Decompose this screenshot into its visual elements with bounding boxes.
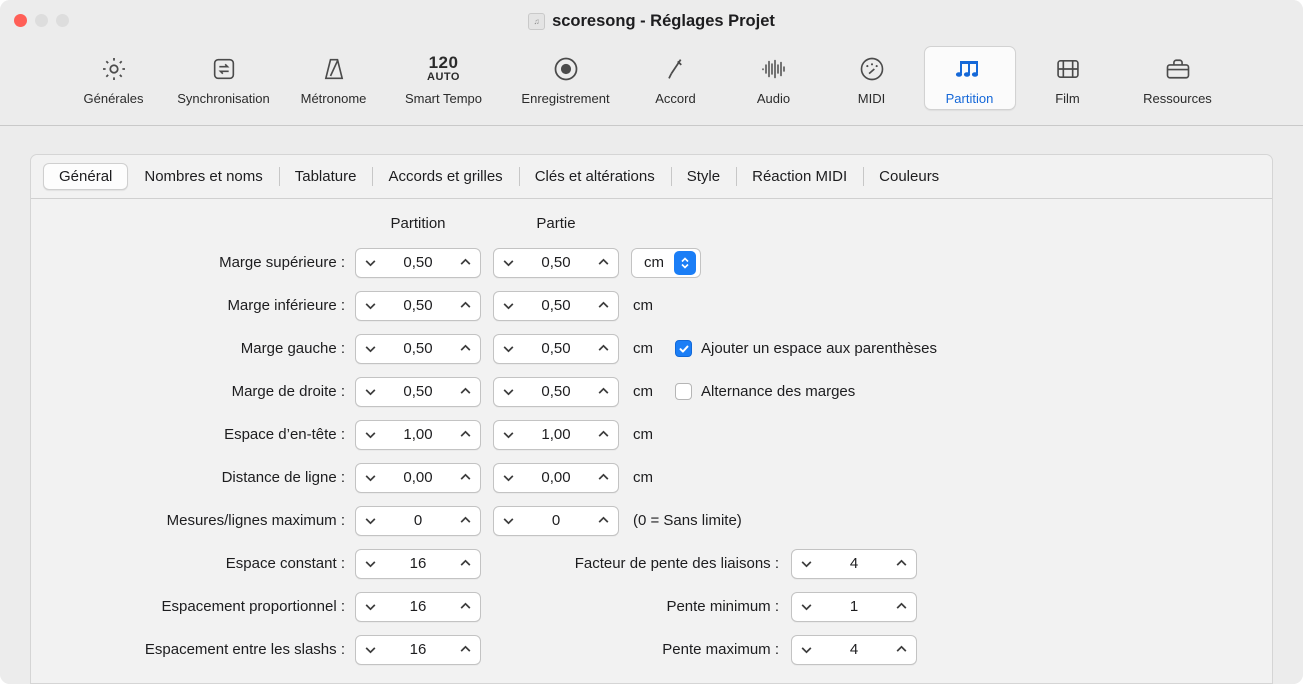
row-label: Espace constant :	[225, 555, 345, 572]
toolbar-label: Synchronisation	[177, 91, 270, 106]
toolbar-label: Film	[1055, 91, 1080, 106]
tab-cles-et-alterations[interactable]	[519, 163, 671, 190]
score-stepper-mesures-lignes-maximum[interactable]	[355, 506, 481, 536]
part-stepper-marge-superieure[interactable]	[493, 248, 619, 278]
chevron-up-icon[interactable]	[459, 557, 472, 570]
row-espace-en-tete	[31, 413, 1272, 456]
value: 0,00	[403, 469, 433, 486]
right-group-facteur-pente-liaisons	[495, 549, 917, 579]
part-stepper-marge-gauche[interactable]	[493, 334, 619, 364]
checkbox-box[interactable]	[675, 383, 692, 400]
value: 0,50	[541, 254, 571, 271]
chevron-up-icon[interactable]	[459, 514, 472, 527]
tempo-mode: AUTO	[427, 70, 460, 83]
value: 16	[409, 598, 427, 615]
part-stepper-marge-de-droite[interactable]	[493, 377, 619, 407]
chevron-down-icon[interactable]	[800, 643, 813, 656]
toolbar-label: Audio	[756, 91, 791, 106]
sync-arrows-icon	[210, 52, 238, 86]
tab-label: Général	[59, 168, 113, 185]
tab-accords-et-grilles[interactable]	[372, 163, 518, 190]
toolbar-item-smart-tempo[interactable]	[386, 46, 502, 110]
chevron-up-icon[interactable]	[895, 643, 908, 656]
row-label: Espace d’en-tête :	[224, 426, 345, 443]
toolbar-item-accord[interactable]	[630, 46, 722, 110]
score-stepper-distance-de-ligne[interactable]	[355, 463, 481, 493]
toolbar-item-audio[interactable]	[728, 46, 820, 110]
score-stepper-marge-de-droite[interactable]	[355, 377, 481, 407]
partition-panel	[30, 154, 1273, 684]
value: 4	[849, 555, 859, 572]
unit-label: cm	[633, 297, 653, 314]
checkbox-alternance-des-marges[interactable]	[675, 383, 855, 400]
tab-label: Tablature	[294, 168, 357, 185]
tab-nombres-et-noms[interactable]	[128, 163, 278, 190]
value: 16	[409, 641, 427, 658]
toolbar-item-generales[interactable]	[68, 46, 160, 110]
row-label: Espacement entre les slashs :	[144, 641, 345, 658]
music-notes-icon	[955, 52, 985, 86]
right-label: Facteur de pente des liaisons :	[574, 555, 779, 572]
row-espace-constant	[31, 542, 1272, 585]
chevron-down-icon[interactable]	[364, 514, 377, 527]
chevron-up-icon[interactable]	[459, 471, 472, 484]
row-label: Mesures/lignes maximum :	[166, 512, 345, 529]
row-espacement-entre-les-slashs	[31, 628, 1272, 671]
midi-dial-icon	[858, 52, 886, 86]
chevron-down-icon[interactable]	[364, 256, 377, 269]
value: 0,50	[403, 340, 433, 357]
tab-label: Style	[686, 168, 721, 185]
unit-label: cm	[633, 340, 653, 357]
value: 1,00	[541, 426, 571, 443]
chevron-up-icon[interactable]	[597, 299, 610, 312]
tempo-value: 120	[428, 52, 459, 72]
toolbar-item-midi[interactable]	[826, 46, 918, 110]
unit-label: cm	[633, 469, 653, 486]
value: 16	[409, 555, 427, 572]
tab-reaction-midi[interactable]	[736, 163, 863, 190]
window-title	[528, 12, 775, 31]
tab-general[interactable]	[43, 163, 128, 190]
toolbar-item-enregistrement[interactable]	[508, 46, 624, 110]
chevron-down-icon[interactable]	[364, 385, 377, 398]
stepper-facteur-pente-liaisons[interactable]	[791, 549, 917, 579]
column-header-score: Partition	[390, 215, 446, 232]
row-distance-de-ligne	[31, 456, 1272, 499]
score-stepper-marge-superieure[interactable]	[355, 248, 481, 278]
tab-tablature[interactable]	[279, 163, 373, 190]
column-header-part: Partie	[536, 215, 576, 232]
row-marge-inferieure	[31, 284, 1272, 327]
unit-value: cm	[644, 254, 664, 271]
row-marge-de-droite	[31, 370, 1272, 413]
value: 0	[551, 512, 561, 529]
row-espacement-proportionnel	[31, 585, 1272, 628]
tab-label: Nombres et noms	[144, 168, 263, 185]
value: 0,50	[541, 383, 571, 400]
chevron-up-icon[interactable]	[597, 428, 610, 441]
tuning-fork-icon	[662, 52, 690, 86]
close-button[interactable]	[14, 14, 27, 27]
toolbar-item-partition[interactable]	[924, 46, 1016, 110]
chevron-up-icon[interactable]	[597, 514, 610, 527]
value: 1,00	[403, 426, 433, 443]
chevron-down-icon[interactable]	[364, 471, 377, 484]
chevron-up-icon[interactable]	[459, 600, 472, 613]
chevron-up-icon[interactable]	[895, 600, 908, 613]
row-label: Marge gauche :	[240, 340, 345, 357]
chevron-up-icon[interactable]	[597, 342, 610, 355]
score-document-icon: ♫	[528, 13, 545, 30]
stepper-espace-constant[interactable]	[355, 549, 481, 579]
checkbox-ajouter-espace-parentheses[interactable]	[675, 340, 937, 357]
zoom-button[interactable]	[56, 14, 69, 27]
chevron-up-icon[interactable]	[459, 428, 472, 441]
hint-text: (0 = Sans limite)	[633, 512, 742, 529]
partition-tabs	[31, 155, 1272, 199]
value: 0,50	[541, 297, 571, 314]
part-stepper-marge-inferieure[interactable]	[493, 291, 619, 321]
right-label: Pente maximum :	[662, 641, 779, 658]
score-stepper-espace-en-tete[interactable]	[355, 420, 481, 450]
chevron-up-icon[interactable]	[459, 385, 472, 398]
row-marge-superieure	[31, 241, 1272, 284]
settings-toolbar	[0, 42, 1303, 126]
chevron-down-icon[interactable]	[502, 471, 515, 484]
tab-label: Accords et grilles	[388, 168, 503, 185]
title-bar	[0, 0, 1303, 42]
unit-label: cm	[633, 426, 653, 443]
right-label: Pente minimum :	[666, 598, 779, 615]
chevron-up-icon[interactable]	[895, 557, 908, 570]
value: 0,50	[541, 340, 571, 357]
metronome-icon	[320, 52, 348, 86]
toolbar-label: Partition	[945, 91, 994, 106]
chevron-up-icon[interactable]	[459, 256, 472, 269]
checkbox-label: Ajouter un espace aux parenthèses	[701, 340, 937, 357]
chevron-down-icon[interactable]	[502, 256, 515, 269]
minimize-button[interactable]	[35, 14, 48, 27]
part-stepper-distance-de-ligne[interactable]	[493, 463, 619, 493]
waveform-icon	[759, 52, 789, 86]
chevron-down-icon[interactable]	[502, 342, 515, 355]
chevron-down-icon[interactable]	[502, 385, 515, 398]
toolbar-label: Ressources	[1143, 91, 1212, 106]
row-marge-gauche	[31, 327, 1272, 370]
value: 4	[849, 641, 859, 658]
checkmark-icon	[678, 343, 690, 355]
tab-label: Couleurs	[879, 168, 940, 185]
stepper-espacement-entre-les-slashs[interactable]	[355, 635, 481, 665]
value: 0,50	[403, 297, 433, 314]
tab-label: Clés et altérations	[534, 168, 655, 185]
chevron-down-icon[interactable]	[364, 600, 377, 613]
chevron-down-icon[interactable]	[364, 342, 377, 355]
chevron-up-icon[interactable]	[597, 471, 610, 484]
value: 0	[413, 512, 423, 529]
chevron-updown-icon[interactable]	[674, 251, 696, 275]
toolbar-label: MIDI	[857, 91, 886, 106]
general-settings-form	[31, 199, 1272, 671]
value: 1	[849, 598, 859, 615]
unit-popup-button[interactable]	[631, 248, 701, 278]
window-controls	[14, 14, 69, 27]
film-strip-icon	[1054, 52, 1082, 86]
window-title-text: scoresong - Réglages Projet	[552, 11, 775, 30]
row-label: Marge supérieure :	[219, 254, 345, 271]
tempo-icon	[427, 52, 460, 86]
stepper-pente-minimum[interactable]	[791, 592, 917, 622]
gear-icon	[100, 52, 128, 86]
toolbar-label: Métronome	[300, 91, 367, 106]
checkbox-label: Alternance des marges	[701, 383, 856, 400]
chevron-down-icon[interactable]	[800, 557, 813, 570]
checkbox-box[interactable]	[675, 340, 692, 357]
column-headers	[31, 215, 1272, 241]
part-stepper-espace-en-tete[interactable]	[493, 420, 619, 450]
score-stepper-marge-gauche[interactable]	[355, 334, 481, 364]
toolbar-item-ressources[interactable]	[1120, 46, 1236, 110]
value: 0,00	[541, 469, 571, 486]
stepper-espacement-proportionnel[interactable]	[355, 592, 481, 622]
chevron-up-icon[interactable]	[459, 342, 472, 355]
chevron-down-icon[interactable]	[364, 428, 377, 441]
right-group-pente-maximum	[495, 635, 917, 665]
value: 0,50	[403, 254, 433, 271]
row-label: Marge de droite :	[231, 383, 345, 400]
chevron-down-icon[interactable]	[364, 299, 377, 312]
toolbox-icon	[1164, 52, 1192, 86]
row-label: Distance de ligne :	[221, 469, 345, 486]
value: 0,50	[403, 383, 433, 400]
part-stepper-mesures-lignes-maximum[interactable]	[493, 506, 619, 536]
tab-label: Réaction MIDI	[752, 168, 848, 185]
toolbar-label: Smart Tempo	[404, 91, 483, 106]
chevron-up-icon[interactable]	[459, 299, 472, 312]
settings-content	[0, 127, 1303, 684]
chevron-down-icon[interactable]	[364, 557, 377, 570]
row-label: Espacement proportionnel :	[161, 598, 345, 615]
chevron-down-icon[interactable]	[502, 299, 515, 312]
toolbar-item-synchronisation[interactable]	[166, 46, 282, 110]
chevron-down-icon[interactable]	[502, 514, 515, 527]
chevron-down-icon[interactable]	[364, 643, 377, 656]
tab-couleurs[interactable]	[863, 163, 955, 190]
tab-style[interactable]	[671, 163, 736, 190]
toolbar-label: Enregistrement	[521, 91, 610, 106]
score-stepper-marge-inferieure[interactable]	[355, 291, 481, 321]
chevron-up-icon[interactable]	[597, 256, 610, 269]
record-circle-icon	[552, 52, 580, 86]
row-mesures-lignes-maximum	[31, 499, 1272, 542]
toolbar-label: Accord	[655, 91, 696, 106]
toolbar-item-metronome[interactable]	[288, 46, 380, 110]
stepper-pente-maximum[interactable]	[791, 635, 917, 665]
chevron-up-icon[interactable]	[459, 643, 472, 656]
unit-label: cm	[633, 383, 653, 400]
toolbar-item-film[interactable]	[1022, 46, 1114, 110]
right-group-pente-minimum	[495, 592, 917, 622]
row-label: Marge inférieure :	[227, 297, 345, 314]
chevron-up-icon[interactable]	[597, 385, 610, 398]
chevron-down-icon[interactable]	[800, 600, 813, 613]
chevron-down-icon[interactable]	[502, 428, 515, 441]
toolbar-label: Générales	[83, 91, 144, 106]
